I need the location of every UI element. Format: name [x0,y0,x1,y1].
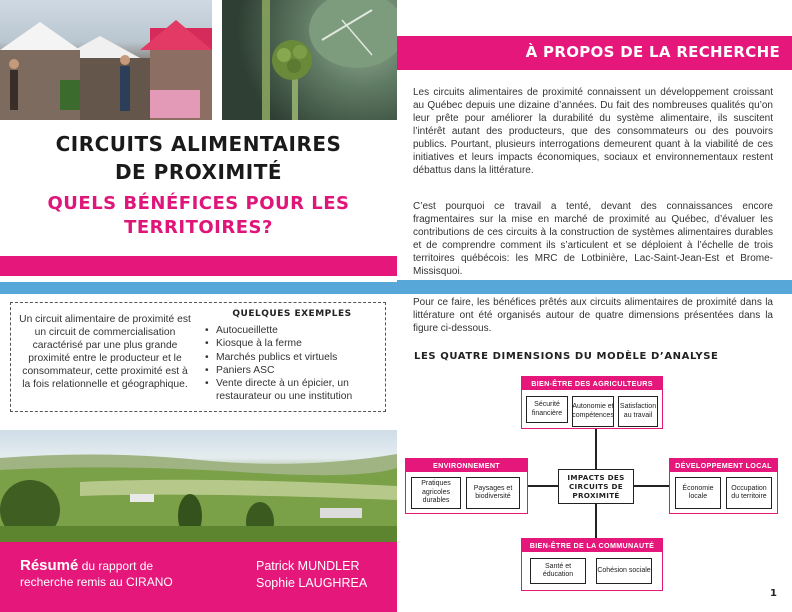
broccoli-photo [222,0,397,120]
subtitle-line-1: QUELS BÉNÉFICES POUR LES [47,193,350,214]
title-block [0,130,397,240]
definition-box [10,302,386,412]
list-item: • Vente directe à un épicier, un restaurateur ou une institution [203,377,381,404]
connector-top [595,429,597,469]
sub-criterion: Occupation du territoire [726,477,772,509]
section-heading: À PROPOS DE LA RECHERCHE [525,43,780,61]
landscape-photo [0,430,397,542]
dimension-header: BIEN-ÊTRE DES AGRICULTEURS [522,377,662,390]
blue-divider [0,282,397,294]
title-line-2: DE PROXIMITÉ [114,160,283,184]
sub-criterion: Économie locale [675,477,721,509]
dimension-farmers [521,376,663,429]
dimension-environment [405,458,528,514]
footer-banner [0,542,397,612]
sub-criterion: Santé et éducation [530,558,586,584]
sub-criterion: Pratiques agricoles durables [411,477,461,509]
sub-criterion: Paysages et biodiversité [466,477,520,509]
diagram-title: LES QUATRE DIMENSIONS DU MODÈLE D’ANALYSE [414,351,719,362]
connector-left [528,485,558,487]
dimension-local-development [669,458,778,514]
author-name: Patrick MUNDLER [256,559,360,573]
footer-summary [20,558,173,590]
dimension-community [521,538,663,591]
dimension-header: DÉVELOPPEMENT LOCAL [670,459,777,472]
connector-right [634,485,669,487]
market-photo [0,0,212,120]
paragraph: Les circuits alimentaires de proximité connaissent un développement croissant au Québec depuis une dizaine d’années. Du fait des nombreuses qualités qu’on leur prête pour améliorer la durabilité du système alimentaire, ils suscitent l’intérêt autant des producteurs, que des consommateurs ou des pouvoirs publics. Pourtant, plusieurs interrogations demeurent quant à la viabilité de ces initiatives et leurs impacts économiques, sociaux et environnementaux restent débattus dans la littérature. [413,87,773,176]
list-item: • Kiosque à la ferme [203,337,381,350]
connector-bottom [595,504,597,538]
subtitle-line-2: TERRITOIRES? [124,217,273,238]
title-line-1: CIRCUITS ALIMENTAIRES [55,132,342,156]
list-item: • Marchés publics et virtuels [203,351,381,364]
footer-authors [256,558,367,592]
sub-criterion: Sécurité financière [526,396,568,423]
paragraph: Pour ce faire, les bénéfices prêtés aux circuits alimentaires de proximité dans la littérature ont été organisés autour de quatre dimensions présentées dans la figure ci-dessous. [413,297,773,334]
dimension-header: BIEN-ÊTRE DE LA COMMUNAUTÉ [522,539,662,552]
definition-text: Un circuit alimentaire de proximité est un circuit de commercialisation caractérisé par une plus grande proximité entre le producteur et le consommateur, cette proximité est à la fois relationnelle et géographique. [19,314,191,390]
blue-band [397,280,792,294]
center-impacts-box: IMPACTS DES CIRCUITS DE PROXIMITÉ [558,469,634,504]
examples-block [203,309,381,404]
summary-label: Résumé [20,557,79,574]
page-number: 1 [770,588,777,599]
sub-criterion: Cohésion sociale [596,558,652,584]
list-item: • Paniers ASC [203,364,381,377]
list-item: • Autocueillette [203,324,381,337]
author-name: Sophie LAUGHREA [256,576,368,590]
magenta-divider [0,256,397,276]
section-header [397,36,792,70]
summary-rest: du rapport de [78,559,154,573]
examples-list [203,324,381,404]
dimensions-diagram [400,370,792,592]
summary-line-2: recherche remis au CIRANO [20,575,173,589]
examples-title: QUELQUES EXEMPLES [232,309,352,319]
sub-criterion: Satisfaction au travail [618,396,658,427]
paragraph: C’est pourquoi ce travail a tenté, devant des connaissances encore fragmentaires sur la mise en marché de proximité au Québec, d’évaluer les contributions de ces circuits à la construction de systèmes alimentaires durables et de comprendre comment ils s’articulent et se déploient à l’échelle de trois territoires québécois: les MRC de Lotbinière, Lac-Saint-Jean-Est et Brome-Missisquoi. [413,201,773,277]
dimension-header: ENVIRONNEMENT [406,459,527,472]
sub-criterion: Autonomie et compétences [572,396,614,427]
